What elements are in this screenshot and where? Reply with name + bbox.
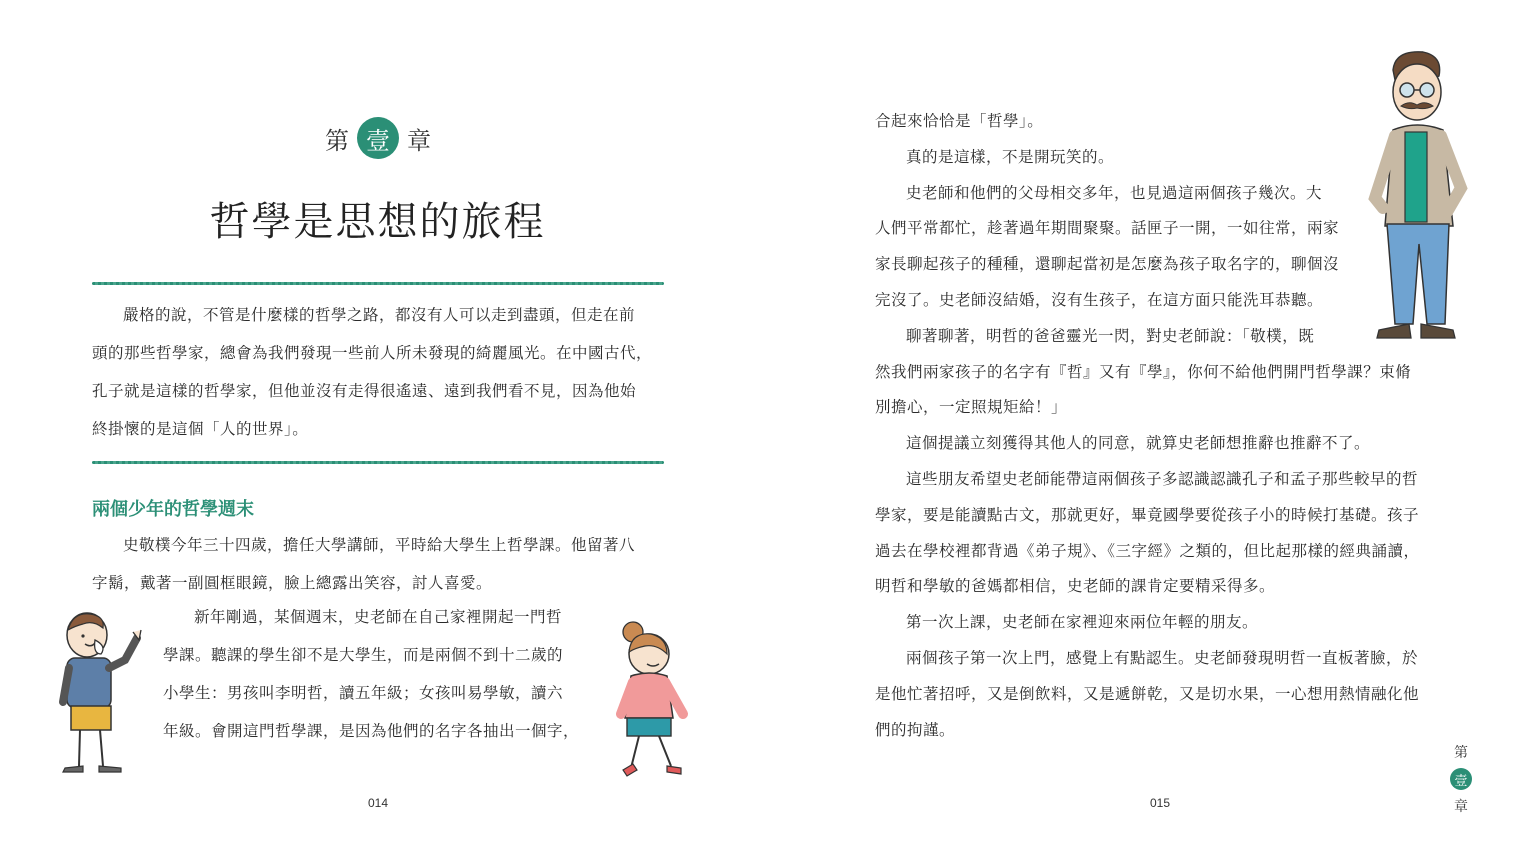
- side-tab-bottom: 章: [1454, 799, 1468, 815]
- side-tab-top: 第: [1454, 745, 1468, 761]
- body-line: 合起來恰恰是「哲學」。: [875, 112, 1044, 130]
- page-number-left: 014: [368, 796, 389, 810]
- body-line: 聊著聊著，明哲的爸爸靈光一閃，對史老師說：「敬樸，既: [906, 326, 1315, 345]
- intro-line: 嚴格的說，不管是什麼樣的哲學之路，都沒有人可以走到盡頭，但走在前: [123, 306, 636, 324]
- body-line: 字鬍，戴著一副圓框眼鏡，臉上總露出笑容，討人喜愛。: [92, 574, 493, 592]
- intro-line: 頭的那些哲學家，總會為我們發現一些前人所未發現的綺麗風光。在中國古代，: [92, 344, 653, 362]
- teacher-illustration: [1365, 48, 1475, 348]
- chapter-suffix: 章: [407, 126, 431, 155]
- body-line: 是他忙著招呼，又是倒飲料，又是遞餅乾，又是切水果，一心想用熱情融化他: [875, 684, 1420, 703]
- page-number-right: 015: [1150, 796, 1171, 810]
- section-title: 兩個少年的哲學週末: [92, 499, 254, 520]
- body-line: 小學生：男孩叫李明哲，讀五年級；女孩叫易學敏，讀六: [163, 684, 564, 702]
- side-tab-number-badge: 壹: [1450, 768, 1472, 790]
- girl-illustration: [605, 618, 705, 783]
- body-line: 學課。聽課的學生卻不是大學生，而是兩個不到十二歲的: [163, 646, 564, 664]
- body-line: 過去在學校裡都背過《弟子規》、《三字經》之類的，但比起那樣的經典誦讀，: [875, 541, 1420, 560]
- body-line: 這個提議立刻獲得其他人的同意，就算史老師想推辭也推辭不了。: [906, 434, 1371, 453]
- intro-line: 孔子就是這樣的哲學家，但他並沒有走得很遙遠、遠到我們看不見，因為他始: [92, 382, 637, 400]
- divider-top: [92, 282, 664, 285]
- body-line: 完沒了。史老師沒結婚，沒有生孩子，在這方面只能洗耳恭聽。: [875, 290, 1324, 309]
- body-line: 別擔心，一定照規矩給！」: [875, 398, 1068, 417]
- chapter-title: 哲學是思想的旅程: [209, 199, 546, 245]
- body-line: 新年剛過，某個週末，史老師在自己家裡開起一門哲: [194, 608, 563, 626]
- divider-bottom: [92, 461, 664, 464]
- chapter-prefix: 第: [325, 126, 349, 155]
- body-line: 這些朋友希望史老師能帶這兩個孩子多認識認識孔子和孟子那些較早的哲: [906, 469, 1419, 488]
- chapter-number-badge: 壹: [357, 117, 399, 159]
- body-line: 家長聊起孩子的種種，還聊起當初是怎麼為孩子取名字的，聊個沒: [875, 255, 1340, 274]
- body-paragraph: [92, 526, 667, 602]
- body-line: 史老師和他們的父母相交多年，也見過這兩個孩子幾次。大: [906, 183, 1323, 202]
- narrow-paragraph: [163, 598, 593, 750]
- intro-line: 終掛懷的是這個「人的世界」。: [92, 420, 309, 438]
- body-line: 明哲和學敏的爸媽都相信，史老師的課肯定要精采得多。: [875, 577, 1276, 596]
- body-line: 們的拘謹。: [875, 720, 956, 739]
- body-line: 史敬樸今年三十四歲，擔任大學講師，平時給大學生上哲學課。他留著八: [123, 536, 636, 554]
- body-line: 學家，要是能讀點古文，那就更好，畢竟國學要從孩子小的時候打基礎。孩子: [875, 505, 1420, 524]
- body-line: 真的是這樣，不是開玩笑的。: [906, 147, 1115, 166]
- body-line: 然我們兩家孩子的名字有『哲』又有『學』，你何不給他們開門哲學課？束脩: [875, 362, 1412, 381]
- side-chapter-tab: [1449, 742, 1473, 816]
- boy-illustration: [55, 610, 155, 780]
- chapter-heading: [318, 118, 438, 158]
- body-line: 兩個孩子第一次上門，感覺上有點認生。史老師發現明哲一直板著臉，於: [906, 648, 1419, 667]
- intro-paragraph: [92, 296, 667, 448]
- body-line: 年級。會開這門哲學課，是因為他們的名字各抽出一個字，: [163, 722, 580, 740]
- body-line: 人們平常都忙，趁著過年期間聚聚。話匣子一開，一如往常，兩家: [875, 219, 1340, 238]
- body-line: 第一次上課，史老師在家裡迎來兩位年輕的朋友。: [906, 613, 1259, 632]
